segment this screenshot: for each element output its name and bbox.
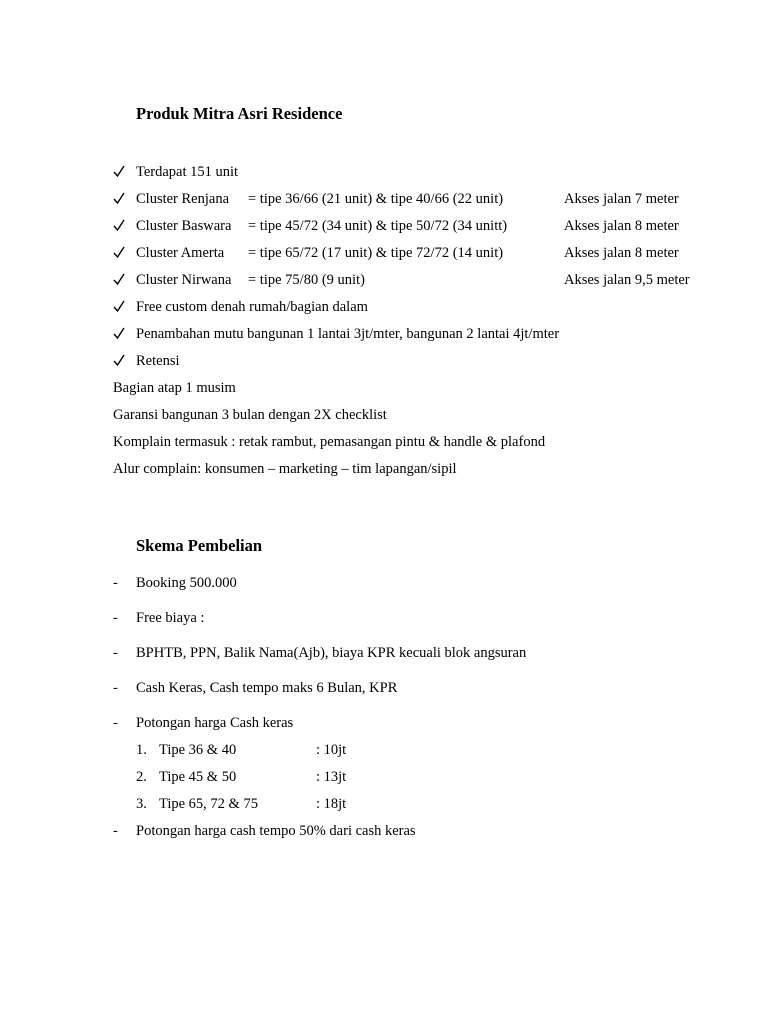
cluster-akses: Akses jalan 8 meter <box>564 245 679 261</box>
paragraph-line: Garansi bangunan 3 bulan dengan 2X checklist <box>113 407 387 423</box>
checkmark-icon <box>113 272 125 286</box>
list-item: Booking 500.000 <box>136 575 237 591</box>
cluster-akses: Akses jalan 9,5 meter <box>564 272 690 288</box>
numbered-value: : 18jt <box>316 796 347 812</box>
dash-marker: - <box>113 715 118 731</box>
checkmark-icon <box>113 218 125 232</box>
cluster-tipe: = tipe 36/66 (21 unit) & tipe 40/66 (22 unit) <box>248 191 504 207</box>
bullet-text: Terdapat 151 unit <box>136 164 239 180</box>
numbered-tipe: Tipe 45 & 50 <box>159 769 237 785</box>
cluster-name: Cluster Nirwana <box>136 272 232 288</box>
bullet-text: Retensi <box>136 353 180 369</box>
list-item: Free biaya : <box>136 610 205 626</box>
numbered-value: : 10jt <box>316 742 347 758</box>
checkmark-icon <box>113 164 125 178</box>
numbered-tipe: Tipe 36 & 40 <box>159 742 237 758</box>
dash-marker: - <box>113 680 118 696</box>
dash-marker: - <box>113 610 118 626</box>
checkmark-icon <box>113 353 125 367</box>
numbered-value: : 13jt <box>316 769 347 785</box>
cluster-tipe: = tipe 45/72 (34 unit) & tipe 50/72 (34 unitt) <box>248 218 508 234</box>
section-title-produk: Produk Mitra Asri Residence <box>136 104 343 123</box>
numbered-marker: 1. <box>136 742 147 758</box>
checkmark-icon <box>113 245 125 259</box>
cluster-akses: Akses jalan 8 meter <box>564 218 679 234</box>
bullet-text: Free custom denah rumah/bagian dalam <box>136 299 368 315</box>
list-item: Potongan harga cash tempo 50% dari cash keras <box>136 823 416 839</box>
cluster-name: Cluster Baswara <box>136 218 232 234</box>
numbered-marker: 3. <box>136 796 147 812</box>
list-item: BPHTB, PPN, Balik Nama(Ajb), biaya KPR kecuali blok angsuran <box>136 645 527 661</box>
cluster-name: Cluster Renjana <box>136 191 230 207</box>
numbered-marker: 2. <box>136 769 147 785</box>
cluster-tipe: = tipe 65/72 (17 unit) & tipe 72/72 (14 unit) <box>248 245 504 261</box>
cluster-akses: Akses jalan 7 meter <box>564 191 679 207</box>
cluster-tipe: = tipe 75/80 (9 unit) <box>248 272 365 288</box>
dash-marker: - <box>113 575 118 591</box>
paragraph-line: Alur complain: konsumen – marketing – tim lapangan/sipil <box>113 461 457 477</box>
paragraph-line: Komplain termasuk : retak rambut, pemasangan pintu & handle & plafond <box>113 434 546 450</box>
paragraph-line: Bagian atap 1 musim <box>113 380 236 396</box>
dash-marker: - <box>113 645 118 661</box>
bullet-text: Penambahan mutu bangunan 1 lantai 3jt/mter, bangunan 2 lantai 4jt/mter <box>136 326 560 342</box>
checkmark-icon <box>113 326 125 340</box>
section-title-skema: Skema Pembelian <box>136 536 263 555</box>
checkmark-icon <box>113 299 125 313</box>
list-item: Cash Keras, Cash tempo maks 6 Bulan, KPR <box>136 680 398 696</box>
numbered-tipe: Tipe 65, 72 & 75 <box>159 796 258 812</box>
checkmark-icon <box>113 191 125 205</box>
cluster-name: Cluster Amerta <box>136 245 225 261</box>
list-item: Potongan harga Cash keras <box>136 715 294 731</box>
dash-marker: - <box>113 823 118 839</box>
